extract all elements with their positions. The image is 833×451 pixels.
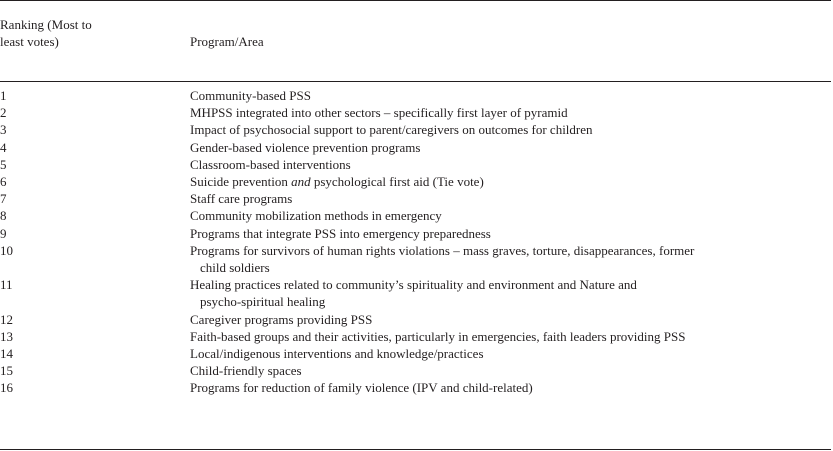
- rank-cell: 15: [0, 363, 13, 379]
- table-row: [0, 121, 833, 138]
- program-text-line1: Programs for survivors of human rights violations – mass graves, torture, disappearances, former: [190, 242, 695, 258]
- program-cell: Gender-based violence prevention programs: [190, 139, 421, 155]
- table-row: [0, 311, 833, 328]
- program-cell: Faith-based groups and their activities, particularly in emergencies, faith leaders providing PSS: [190, 328, 686, 344]
- rank-cell: 14: [0, 346, 13, 362]
- program-text-line1: Healing practices related to community’s spirituality and environment and Nature and: [190, 277, 637, 293]
- program-cell: Staff care programs: [190, 191, 293, 207]
- rank-cell: 12: [0, 311, 13, 327]
- table-row: [0, 104, 833, 121]
- table-body: [0, 87, 833, 397]
- column-header-ranking: [0, 16, 160, 50]
- table-row: [0, 207, 833, 224]
- program-text-post: psychological first aid (Tie vote): [310, 174, 484, 190]
- program-cell: [190, 242, 810, 276]
- rank-cell: 11: [0, 277, 13, 293]
- rank-cell: 13: [0, 328, 13, 344]
- rank-cell: 6: [0, 174, 7, 190]
- header-rule: [0, 81, 831, 82]
- program-text-pre: Suicide prevention: [190, 174, 292, 190]
- table-bottom-rule: [0, 449, 831, 450]
- rank-cell: 10: [0, 242, 13, 258]
- column-header-ranking-line1: Ranking (Most to: [0, 17, 92, 32]
- program-cell: Child-friendly spaces: [190, 363, 302, 379]
- table-row: [0, 345, 833, 362]
- rank-cell: 3: [0, 122, 7, 138]
- table-row: [0, 87, 833, 104]
- rank-cell: 8: [0, 208, 7, 224]
- rank-cell: 4: [0, 139, 7, 155]
- program-cell: Local/indigenous interventions and knowledge/practices: [190, 346, 484, 362]
- rank-cell: 16: [0, 380, 13, 396]
- program-cell: [190, 276, 810, 310]
- table-row: [0, 190, 833, 207]
- table-row: [0, 276, 833, 310]
- table-row: [0, 225, 833, 242]
- program-cell: Community-based PSS: [190, 88, 311, 103]
- program-cell: Classroom-based interventions: [190, 156, 351, 172]
- program-cell: Community mobilization methods in emergency: [190, 208, 442, 224]
- column-header-ranking-line2: least votes): [0, 34, 59, 49]
- table-row: [0, 139, 833, 156]
- table-row: [0, 156, 833, 173]
- table-row: [0, 328, 833, 345]
- column-header-program: Program/Area: [190, 34, 264, 49]
- rank-cell: 9: [0, 225, 7, 241]
- rank-cell: 1: [0, 88, 7, 103]
- program-text-emphasis: and: [291, 174, 311, 190]
- rank-cell: 7: [0, 191, 7, 207]
- program-text-line2: psycho-spiritual healing: [200, 294, 326, 310]
- table-row: [0, 362, 833, 379]
- rank-cell: 5: [0, 156, 7, 172]
- program-cell: MHPSS integrated into other sectors – specifically first layer of pyramid: [190, 105, 568, 121]
- program-cell: Impact of psychosocial support to parent/caregivers on outcomes for children: [190, 122, 593, 138]
- table-row: [0, 242, 833, 276]
- table-row: [0, 379, 833, 396]
- program-cell: [190, 173, 810, 190]
- program-cell: Programs that integrate PSS into emergency preparedness: [190, 225, 491, 241]
- program-cell: Caregiver programs providing PSS: [190, 311, 373, 327]
- table-top-rule: [0, 0, 831, 1]
- table-row: [0, 173, 833, 190]
- rank-cell: 2: [0, 105, 7, 121]
- program-cell: Programs for reduction of family violence (IPV and child-related): [190, 380, 533, 396]
- program-text-line2: child soldiers: [200, 260, 270, 276]
